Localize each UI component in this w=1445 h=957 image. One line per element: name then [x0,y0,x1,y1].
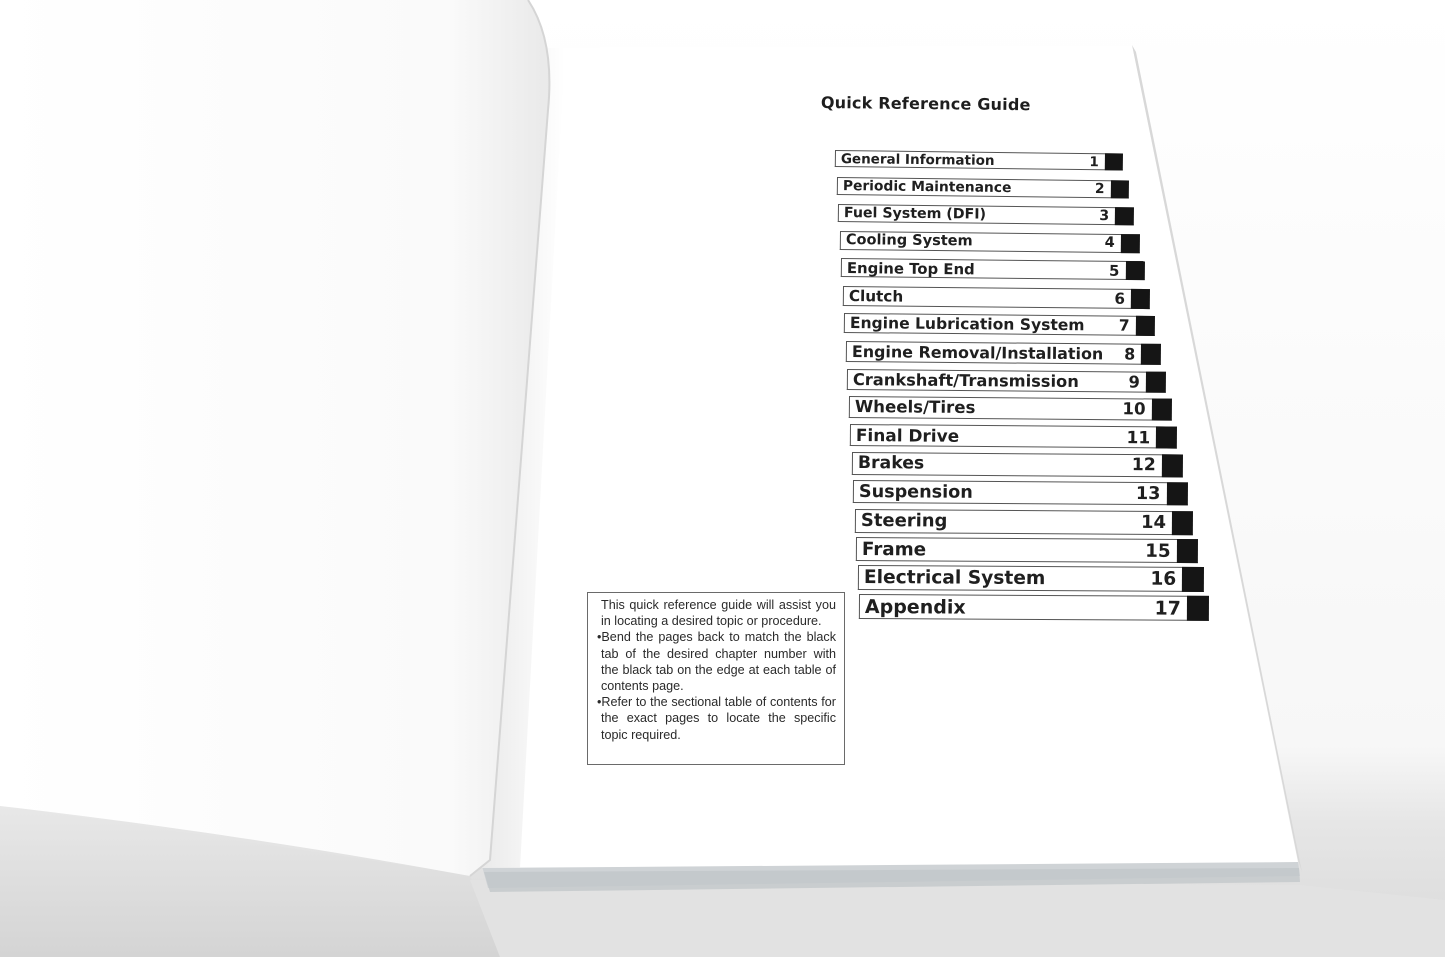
chapter-black-tab [1187,596,1209,621]
chapter-black-tab [1146,371,1166,392]
chapter-number: 5 [1108,261,1120,280]
chapter-number: 10 [1121,399,1146,420]
table-shadow [470,880,1445,957]
chapter-black-tab [1105,153,1123,170]
chapter-tab [839,231,1139,253]
chapter-label: Crankshaft/Transmission [852,369,1079,391]
chapter-number: 8 [1123,344,1135,364]
chapter-tab [859,594,1209,621]
chapter-tab [844,313,1155,336]
chapter-black-tab [1136,316,1156,336]
chapter-label: Final Drive [855,425,960,447]
chapter-black-tab [1171,511,1192,535]
instruction-bullet-2: •Refer to the sectional table of contents for the exact pages to locate the specific topic required. [597,695,836,742]
chapter-label: General Information [840,150,995,169]
chapter-black-tab [1166,483,1187,506]
chapter-label: Suspension [858,481,973,503]
page-title: Quick Reference Guide [820,93,1031,115]
chapter-black-tab [1141,344,1161,365]
chapter-label: Electrical System [863,567,1045,590]
chapter-black-tab [1151,399,1171,421]
chapter-label: Periodic Maintenance [842,177,1011,196]
chapter-tab [850,424,1177,449]
chapter-label: Wheels/Tires [854,397,975,418]
chapter-number: 4 [1104,235,1115,252]
chapter-black-tab [1182,567,1204,592]
chapter-number: 16 [1149,568,1176,590]
chapter-black-tab [1115,207,1134,225]
chapter-black-tab [1110,180,1128,198]
chapter-label: Engine Lubrication System [849,314,1085,335]
instruction-bullet-1: •Bend the pages back to match the black tab of the desired chapter number with the black tab on the edge at each table of contents page. [597,630,836,694]
chapter-label: Clutch [848,286,903,306]
chapter-tab [847,369,1166,393]
chapter-label: Cooling System [845,232,973,250]
chapter-number: 12 [1131,455,1156,476]
left-page [0,0,549,876]
chapter-tab [835,150,1123,171]
chapter-label: Frame [861,538,927,560]
chapter-number: 2 [1094,180,1105,197]
chapter-number: 14 [1140,511,1166,533]
chapter-tab [856,537,1198,563]
instruction-box [587,592,845,765]
chapter-label: Steering [860,509,948,532]
instruction-intro: This quick reference guide will assist you in locating a desired topic or procedure. [601,598,836,629]
chapter-tab [842,286,1150,309]
chapter-number: 6 [1113,289,1125,308]
chapter-black-tab [1120,234,1139,253]
chapter-label: Fuel System (DFI) [843,205,987,223]
chapter-tab [857,565,1203,591]
chapter-black-tab [1156,427,1177,449]
chapter-number: 15 [1145,540,1171,562]
chapter-tab [841,258,1145,280]
chapter-number: 9 [1128,371,1140,392]
chapter-black-tab [1130,289,1149,309]
chapter-number: 13 [1135,483,1161,505]
chapter-tab [838,204,1134,225]
chapter-label: Brakes [857,453,924,475]
chapter-number: 3 [1099,207,1110,225]
chapter-label: Engine Top End [846,258,975,279]
chapter-tab [853,480,1188,505]
chapter-number: 7 [1118,316,1130,335]
chapter-number: 11 [1126,427,1151,448]
chapter-tab [836,177,1128,198]
chapter-tab [851,452,1182,477]
chapter-tab [854,509,1193,535]
chapter-number: 17 [1154,597,1181,620]
chapter-tab [848,396,1171,420]
chapter-label: Engine Removal/Installation [851,341,1103,363]
chapter-number: 1 [1089,153,1099,170]
chapter-label: Appendix [864,595,966,619]
chapter-black-tab [1177,539,1199,563]
chapter-black-tab [1125,261,1144,280]
chapter-black-tab [1161,455,1182,478]
chapter-tab [845,341,1160,364]
